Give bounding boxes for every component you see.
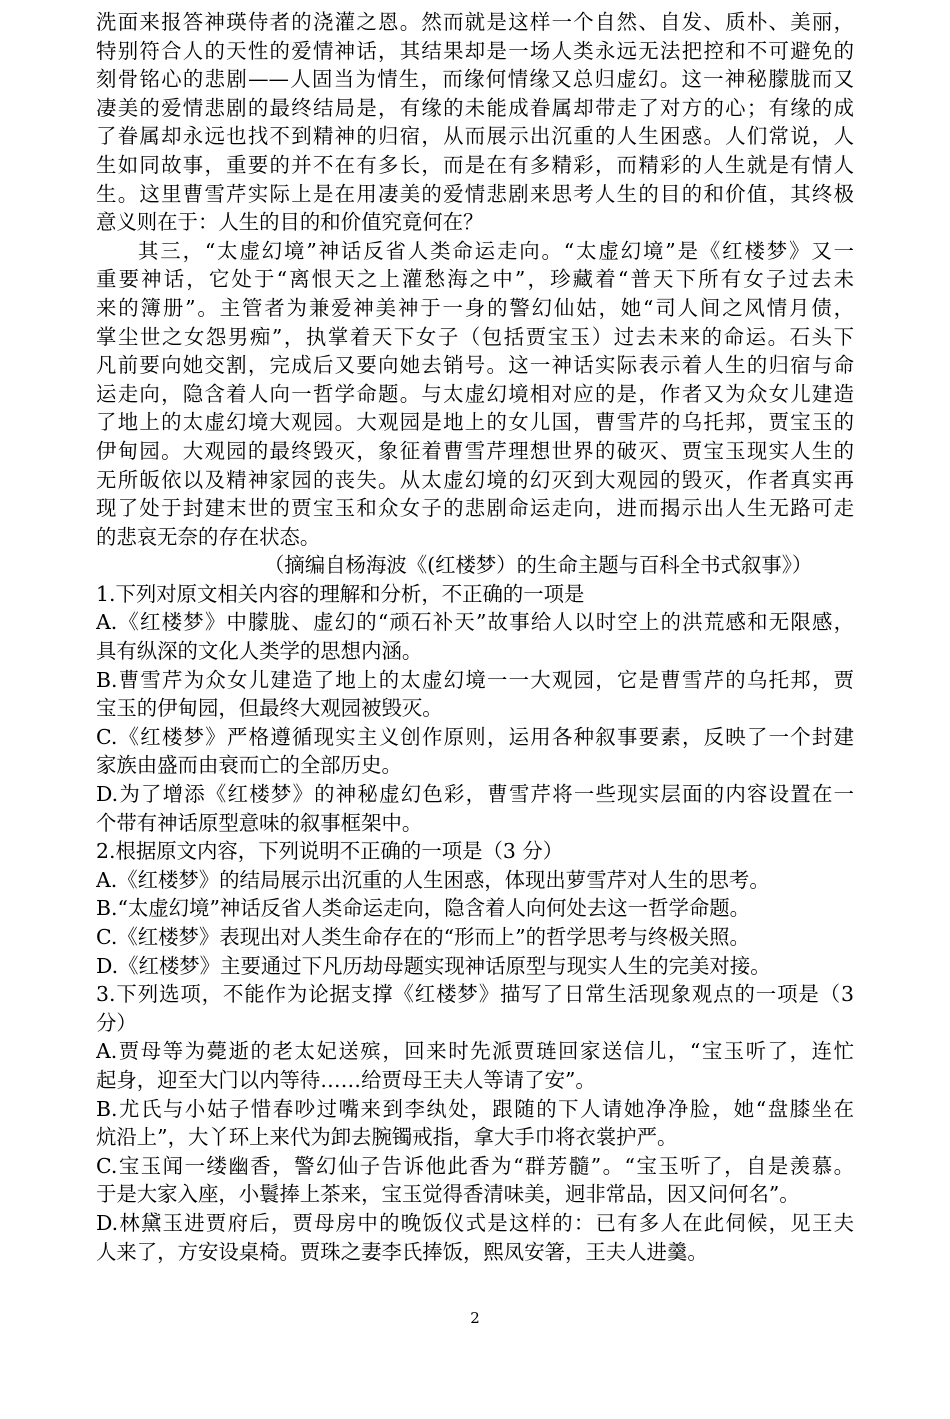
question-stem: 分） [96,1010,137,1035]
option-b: B.“太虚幻境”神话反省人类命运走向，隐含着人向何处去这一哲学命题。 [96,896,751,921]
text-line: 刻骨铭心的悲剧——人固当为情生，而缘何情缘又总归虚幻。这一神秘朦胧而又 [96,67,854,92]
text-line: 重要神话，它处于“离恨天之上灌愁海之中”，珍藏着“普天下所有女子过去未 [96,267,854,292]
option-line: 具有纵深的文化人类学的思想内涵。 [96,639,423,664]
text-line: 了地上的太虚幻境大观园。大观园是地上的女儿国，曹雪芹的乌托邦，贾宝玉的 [96,410,854,435]
option-line: 家族由盛而由衰而亡的全部历史。 [96,753,402,778]
option-line: 个带有神话原型意味的叙事框架中。 [96,810,423,835]
text-line: 凡前要向她交割，完成后又要向她去销号。这一神话实际表示着人生的归宿与命 [96,353,854,378]
text-line: 掌尘世之女怨男痴”，执掌着天下女子（包括贾宝玉）过去未来的命运。石头下 [96,324,854,349]
text-line: 其三，“太虚幻境”神话反省人类命运走向。“太虚幻境”是《红楼梦》又一 [138,238,854,263]
exam-page [96,8,854,1266]
option-line: D.林黛玉进贾府后，贾母房中的晚饭仪式是这样的：已有多人在此伺候，见王夫 [96,1210,854,1235]
option-a: A.《红楼梦》的结局展示出沉重的人生困惑，体现出萝雪芹对人生的思考。 [96,867,770,892]
option-line: 炕沿上”，大丫环上来代为卸去腕镯戒指，拿大手巾将衣裳护严。 [96,1125,678,1150]
source-citation: （摘编自杨海波《(红楼梦）的生命主题与百科全书式叙事》） [264,553,813,578]
text-line: 运走向，隐含着人向一哲学命题。与太虚幻境相对应的是，作者又为众女儿建造 [96,381,854,406]
text-line: 生。这里曹雪芹实际上是在用凄美的爱情悲剧来思考人生的目的和价值，其终极 [96,181,854,206]
text-line: 伊甸园。大观园的最终毁灭，象征着曹雪芹理想世界的破灭、贾宝玉现实人生的 [96,438,854,463]
question-1 [96,580,854,837]
text-line: 凄美的爱情悲剧的最终结局是，有缘的未能成眷属却带走了对方的心；有缘的成 [96,95,854,120]
text-line: 的悲哀无奈的存在状态。 [96,524,321,549]
question-stem: 3.下列选项，不能作为论据支撑《红楼梦》描写了日常生活现象观点的一项是（3 [96,982,854,1007]
option-a [96,1037,854,1094]
option-c: C.《红楼梦》表现出对人类生命存在的“形而上”的哲学思考与终极关照。 [96,925,750,949]
option-line: D.为了增添《红楼梦》的神秘虚幻色彩，曹雪芹将一些现实层面的内容设置在一 [96,782,854,807]
text-line: 来的簿册”。主管者为兼爱神美神于一身的警幻仙姑，她“司人间之风情月债， [96,295,854,320]
option-line: C.《红楼梦》严格遵循现实主义创作原则，运用各种叙事要素，反映了一个封建 [96,724,854,749]
text-line: 了眷属却永远也找不到精神的归宿，从而展示出沉重的人生困惑。人们常说，人 [96,124,854,149]
question-3 [96,980,854,1266]
text-line: 意义则在于：人生的目的和价值究竟何在？ [96,210,484,235]
option-line: A.贾母等为薨逝的老太妃送殡，回来时先派贾琏回家送信儿，“宝玉听了，连忙 [96,1039,854,1064]
option-d [96,780,854,837]
option-line: 于是大家入座，小鬟捧上茶来，宝玉觉得香清味美，迥非常品，因又问何名”。 [96,1182,800,1207]
option-line: A.《红楼梦》中朦胧、虚幻的“顽石补天”故事给人以时空上的洪荒感和无限感， [96,610,854,635]
option-c [96,723,854,780]
option-line: 人来了，方安设桌椅。贾珠之妻李氏捧饭，熙凤安箸，王夫人进羹。 [96,1239,708,1264]
option-b [96,666,854,723]
option-line: B.尤氏与小姑子惜春吵过嘴来到李纨处，跟随的下人请她净净脸，她“盘膝坐在 [96,1096,854,1121]
option-line: 宝玉的伊甸园，但最终大观园被毁灭。 [96,696,443,721]
option-b [96,1095,854,1152]
text-line: 生如同故事，重要的并不在有多长，而是在有多精彩，而精彩的人生就是有情人 [96,152,854,177]
page-number: 2 [470,1309,480,1327]
option-c [96,1152,854,1209]
text-line: 洗面来报答神瑛侍者的浇灌之恩。然而就是这样一个自然、自发、质朴、美丽， [96,10,854,34]
option-d: D.《红楼梦》主要通过下凡历劫母题实现神话原型与现实人生的完美对接。 [96,953,771,978]
text-line: 特别符合人的天性的爱情神话，其结果却是一场人类永远无法把控和不可避免的 [96,38,854,63]
option-a [96,608,854,665]
question-stem: 1.下列对原文相关内容的理解和分析，不正确的一项是 [96,581,585,606]
passage-paragraph-2 [96,237,854,552]
text-line: 无所皈依以及精神家园的丧失。从太虚幻境的幻灭到大观园的毁灭，作者真实再 [96,467,854,492]
option-line: B.曹雪芹为众女儿建造了地上的太虚幻境一一大观园，它是曹雪芹的乌托邦，贾 [96,667,854,692]
question-stem: 2.根据原文内容，下列说明不正确的一项是（3 分） [96,839,564,864]
passage-paragraph-1 [96,8,854,237]
question-2 [96,837,854,980]
option-d [96,1209,854,1266]
text-line: 现了处于封建末世的贾宝玉和众女子的悲剧命运走向，进而揭示出人生无路可走 [96,496,854,521]
option-line: 起身，迎至大门以内等待……给贾母王夫人等请了安”。 [96,1067,596,1092]
option-line: C.宝玉闻一缕幽香，警幻仙子告诉他此香为“群芳髓”。“宝玉听了，自是羡慕。 [96,1153,854,1178]
